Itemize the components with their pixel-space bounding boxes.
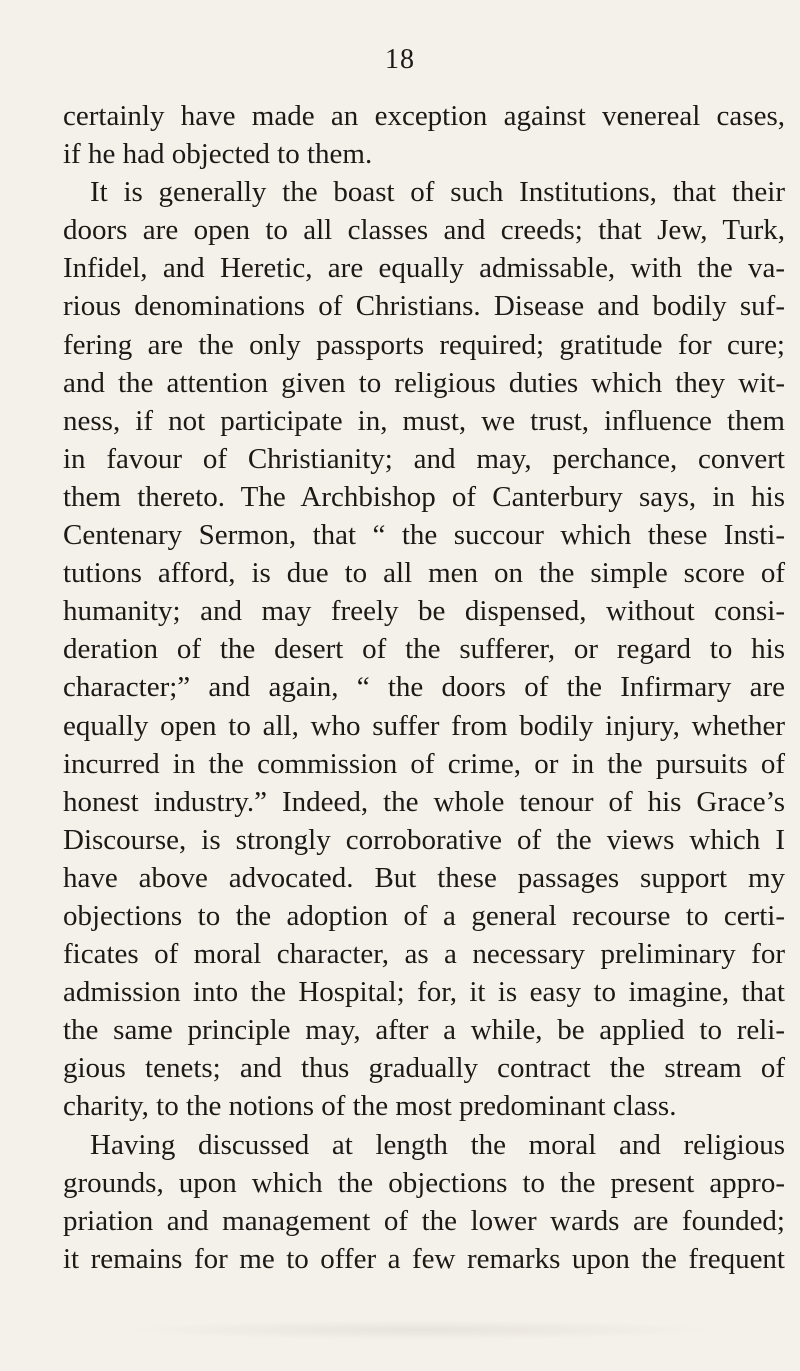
text-line: admission into the Hospital; for, it is easy to imagine, that bbox=[63, 976, 785, 1009]
text-line: in favour of Christianity; and may, perchance, convert bbox=[63, 442, 785, 475]
text-line: if he had objected to them. bbox=[63, 138, 373, 171]
text-line: priation and management of the lower wards are founded; bbox=[63, 1204, 785, 1237]
text-line: and the attention given to religious duties which they wit- bbox=[63, 366, 785, 399]
body-text bbox=[63, 97, 785, 1278]
text-line: Infidel, and Heretic, are equally admissable, with the va- bbox=[63, 252, 785, 285]
text-line: certainly have made an exception against venereal cases, bbox=[63, 100, 785, 132]
text-line: rious denominations of Christians. Disease and bodily suf- bbox=[63, 290, 785, 323]
text-line: ness, if not participate in, must, we trust, influence them bbox=[63, 404, 785, 437]
text-line: character;” and again, “ the doors of the Infirmary are bbox=[63, 671, 785, 704]
text-line: Discourse, is strongly corroborative of the views which I bbox=[63, 823, 785, 856]
text-line: humanity; and may freely be dispensed, without consi- bbox=[63, 595, 785, 628]
text-line: Having discussed at length the moral and religious bbox=[90, 1128, 785, 1161]
text-line: the same principle may, after a while, be applied to reli- bbox=[63, 1014, 785, 1047]
bleed-through-smudge bbox=[120, 1320, 720, 1340]
text-line: grounds, upon which the objections to the present appro- bbox=[63, 1166, 785, 1199]
text-line: charity, to the notions of the most predominant class. bbox=[63, 1090, 677, 1123]
text-line: gious tenets; and thus gradually contract the stream of bbox=[63, 1052, 785, 1085]
text-line: doors are open to all classes and creeds; that Jew, Turk, bbox=[63, 214, 785, 247]
text-line: tutions afford, is due to all men on the simple score of bbox=[63, 557, 785, 590]
text-line: incurred in the commission of crime, or in the pursuits of bbox=[63, 747, 785, 780]
text-line: fering are the only passports required; gratitude for cure; bbox=[63, 328, 785, 361]
text-line: Centenary Sermon, that “ the succour which these Insti- bbox=[63, 519, 785, 552]
text-line: have above advocated. But these passages support my bbox=[63, 861, 785, 894]
text-line: deration of the desert of the sufferer, or regard to his bbox=[63, 633, 785, 666]
text-line: it remains for me to offer a few remarks upon the frequent bbox=[63, 1242, 785, 1275]
text-line: objections to the adoption of a general recourse to certi- bbox=[63, 899, 785, 932]
text-line: them thereto. The Archbishop of Canterbury says, in his bbox=[63, 480, 785, 513]
text-line: honest industry.” Indeed, the whole tenour of his Grace’s bbox=[63, 785, 785, 818]
text-line: equally open to all, who suffer from bodily injury, whether bbox=[63, 709, 785, 742]
page-number: 18 bbox=[385, 44, 415, 75]
text-line: It is generally the boast of such Institutions, that their bbox=[90, 176, 785, 209]
text-line: ficates of moral character, as a necessary preliminary for bbox=[63, 938, 785, 971]
